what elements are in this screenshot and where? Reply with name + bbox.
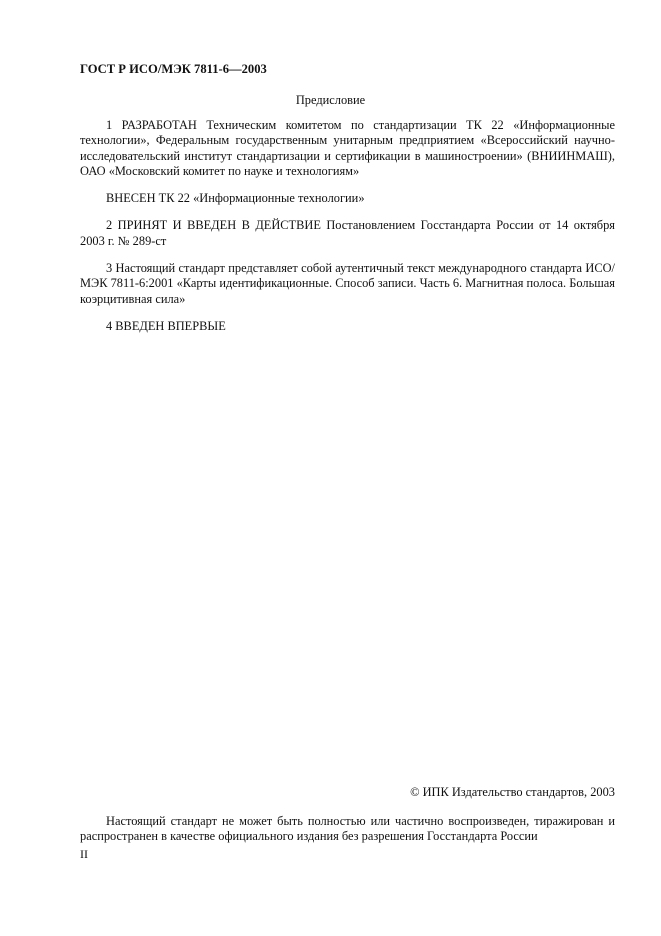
preface-item-authentic-text: 3 Настоящий стандарт представляет собой аутентичный текст международного стандарта ИСО/МЭК 7811-6:2001 «Карты идентификационные. Способ записи. Часть 6. Магнитная полоса. Большая коэрцитивная сила»	[80, 261, 615, 306]
document-header: ГОСТ Р ИСО/МЭК 7811-6—2003	[80, 62, 267, 76]
reproduction-notice: Настоящий стандарт не может быть полностью или частично воспроизведен, тиражирован и распространен в качестве официального издания без разрешения Госстандарта России	[80, 814, 615, 843]
section-title: Предисловие	[295, 93, 366, 107]
preface-item-introduced: ВНЕСЕН ТК 22 «Информационные технологии»	[106, 191, 365, 206]
preface-item-developed: 1 РАЗРАБОТАН Техническим комитетом по стандартизации ТК 22 «Информационные технологии», Федеральным государственным унитарным предприятием «Всероссийский научно-исследовательский институт стандартизации и сертификации в машиностроении» (ВНИИНМАШ), ОАО «Московский комитет по науке и технологиям»	[80, 118, 615, 178]
preface-item-adopted: 2 ПРИНЯТ И ВВЕДЕН В ДЕЙСТВИЕ Постановлением Госстандарта России от 14 октября 2003 г. № 289-ст	[80, 218, 615, 248]
preface-item-first-introduced: 4 ВВЕДЕН ВПЕРВЫЕ	[106, 318, 226, 333]
preface-body	[80, 118, 615, 346]
copyright-line: © ИПК Издательство стандартов, 2003	[410, 785, 615, 799]
page-number: II	[80, 847, 88, 861]
